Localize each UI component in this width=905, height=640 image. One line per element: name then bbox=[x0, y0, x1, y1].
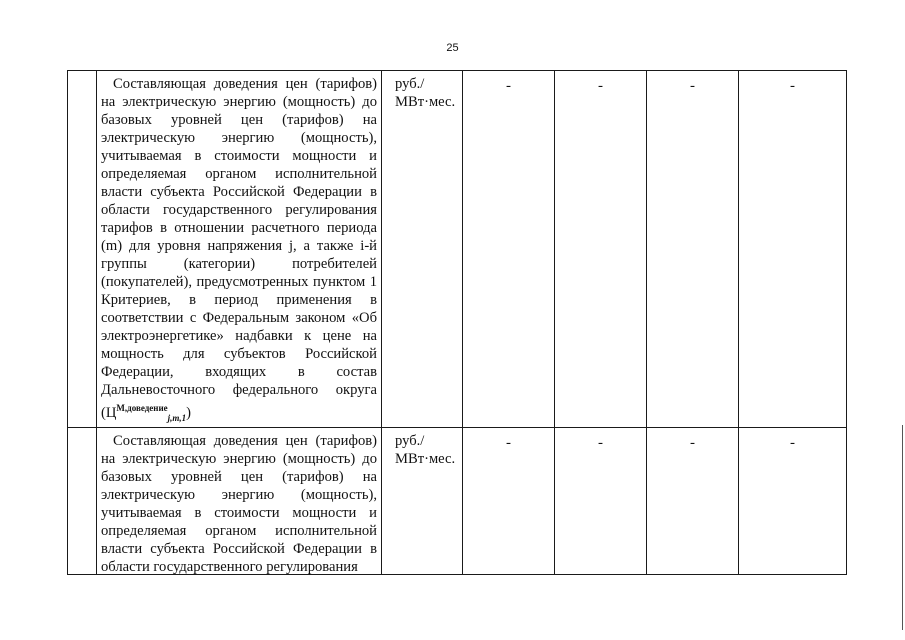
value-dash: - bbox=[598, 78, 603, 94]
indicator-formula: $(Ц^{М,доведение}_{j,m,1})$ bbox=[101, 403, 192, 423]
indicator-name-cell bbox=[97, 71, 382, 428]
table-row bbox=[68, 71, 847, 428]
indicator-name: Составляющая доведения цен (тарифов) на электрическую энергию (мощность) до базовых уровней цен (тарифов) на электрическую энергию (мощность), учитываемая в стоимости мощности и определяемая органом исполнительной власти субъекта Российской Федерации в области государственного регулирования bbox=[101, 432, 377, 574]
page-number: 25 bbox=[446, 42, 459, 54]
unit-line-1: руб./ bbox=[395, 76, 425, 92]
value-cell bbox=[463, 71, 555, 428]
value-cell bbox=[647, 427, 739, 574]
value-dash: - bbox=[790, 434, 795, 451]
value-cell bbox=[739, 427, 847, 574]
tariff-table bbox=[67, 70, 847, 575]
value-dash: - bbox=[598, 434, 603, 451]
unit-line-1: руб./ bbox=[395, 432, 425, 449]
value-cell bbox=[463, 427, 555, 574]
unit-cell bbox=[382, 71, 463, 428]
value-cell bbox=[555, 71, 647, 428]
value-dash: - bbox=[690, 78, 695, 94]
value-dash: - bbox=[506, 78, 511, 94]
indicator-name-cell bbox=[97, 427, 382, 574]
value-cell bbox=[739, 71, 847, 428]
row-number-cell bbox=[68, 71, 97, 428]
indicator-name: Составляющая доведения цен (тарифов) на электрическую энергию (мощность) до базовых уровней цен (тарифов) на электрическую энергию (мощность), учитываемая в стоимости мощности и определяемая органом исполнительной власти субъекта Российской Федерации в области государственного регулирования тарифов в отношении расчетного периода (m) для уровня напряжения j, а также i-й группы (категории) потребителей (покупателей), предусмотренных пунктом 1 Критериев, в период применения в соответствии с Федеральным законом «Об электроэнергетике» надбавки к цене на мощность для субъектов Российской Федерации, входящих в состав Дальневосточного федерального округа bbox=[101, 76, 377, 398]
unit-line-2: МВт·мес. bbox=[395, 94, 456, 110]
unit-cell bbox=[382, 427, 463, 574]
value-cell bbox=[555, 427, 647, 574]
table-row bbox=[68, 427, 847, 574]
scan-edge-line bbox=[902, 425, 903, 630]
value-dash: - bbox=[790, 78, 795, 94]
unit-line-2: МВт·мес. bbox=[395, 450, 456, 467]
value-cell bbox=[647, 71, 739, 428]
value-dash: - bbox=[506, 434, 511, 451]
value-dash: - bbox=[690, 434, 695, 451]
row-number-cell bbox=[68, 427, 97, 574]
